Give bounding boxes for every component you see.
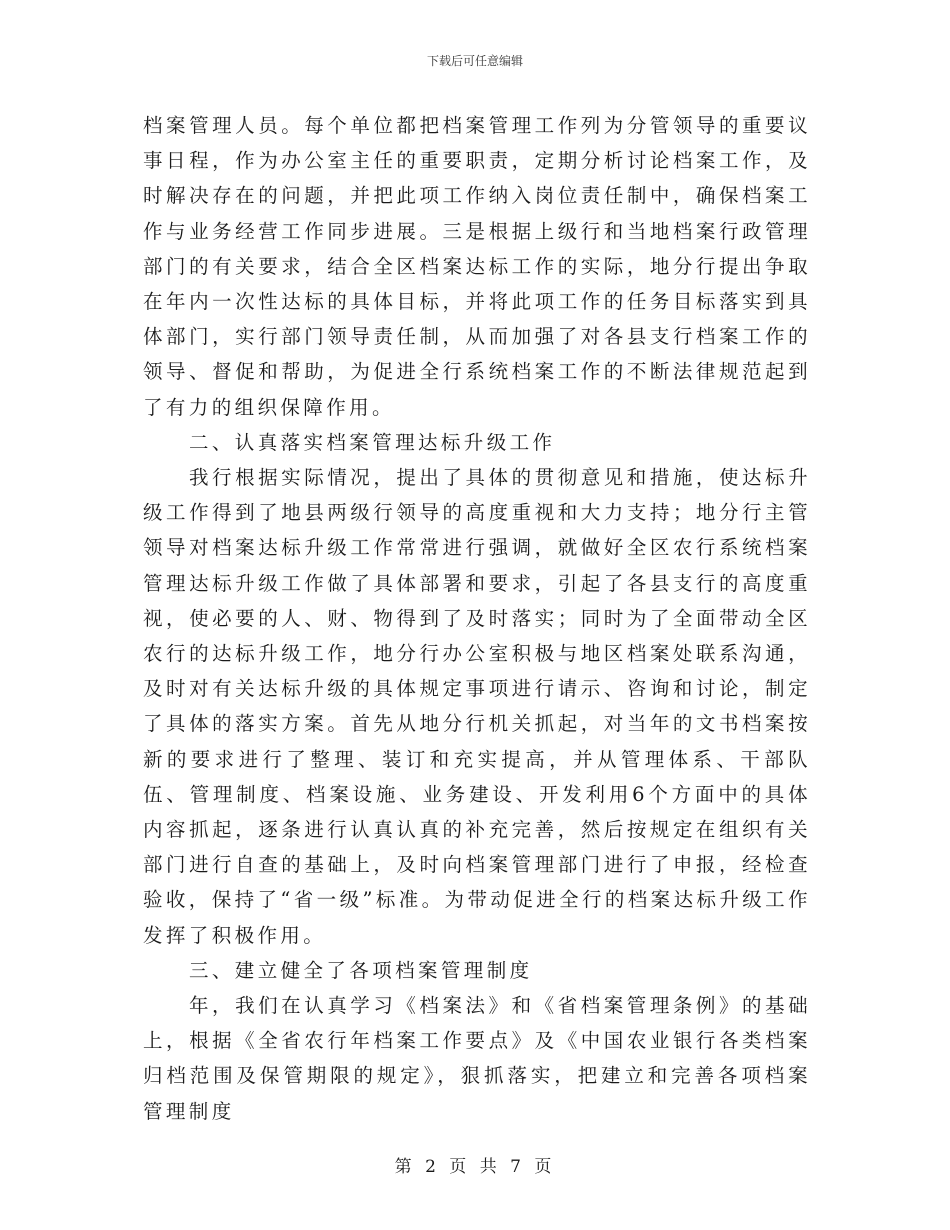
section-heading-2: 二、认真落实档案管理达标升级工作 [189,430,556,454]
section-heading-3: 三、建立健全了各项档案管理制度 [189,958,533,982]
page-header: 下载后可任意编辑 [426,54,523,68]
paragraph-3: 年，我们在认真学习《档案法》和《省档案管理条例》的基础上，根据《全省农行年档案工作要点》及《中国农业银行各类档案归档范围及保管期限的规定》，狠抓落实，把建立和完善各项档案管理制度 [143,994,811,1123]
page-footer: 第 2 页 共 7 页 [394,1157,556,1177]
paragraph-1: 档案管理人员。每个单位都把档案管理工作列为分管领导的重要议事日程，作为办公室主任的重要职责，定期分析讨论档案工作，及时解决存在的问题，并把此项工作纳入岗位责任制中，确保档案工作与业务经营工作同步进展。三是根据上级行和当地档案行政管理部门的有关要求，结合全区档案达标工作的实际，地分行提出争取在年内一次性达标的具体目标，并将此项工作的任务目标落实到具体部门，实行部门领导责任制，从而加强了对各县支行档案工作的领导、督促和帮助，为促进全行系统档案工作的不断法律规范起到了有力的组织保障作用。 [143,114,811,419]
paragraph-2: 我行根据实际情况，提出了具体的贯彻意见和措施，使达标升级工作得到了地县两级行领导的高度重视和大力支持；地分行主管领导对档案达标升级工作常常进行强调，就做好全区农行系统档案管理达标升级工作做了具体部署和要求，引起了各县支行的高度重视，使必要的人、财、物得到了及时落实；同时为了全面带动全区农行的达标升级工作，地分行办公室积极与地区档案处联系沟通，及时对有关达标升级的具体规定事项进行请示、咨询和讨论，制定了具体的落实方案。首先从地分行机关抓起，对当年的文书档案按新的要求进行了整理、装订和充实提高，并从管理体系、干部队伍、管理制度、档案设施、业务建设、开发利用6个方面中的具体内容抓起，逐条进行认真认真的补充完善，然后按规定在组织有关部门进行自查的基础上，及时向档案管理部门进行了申报，经检查验收，保持了“省一级”标准。为带动促进全行的档案达标升级工作发挥了积极作用。 [143,466,811,947]
document-body [143,108,811,1129]
